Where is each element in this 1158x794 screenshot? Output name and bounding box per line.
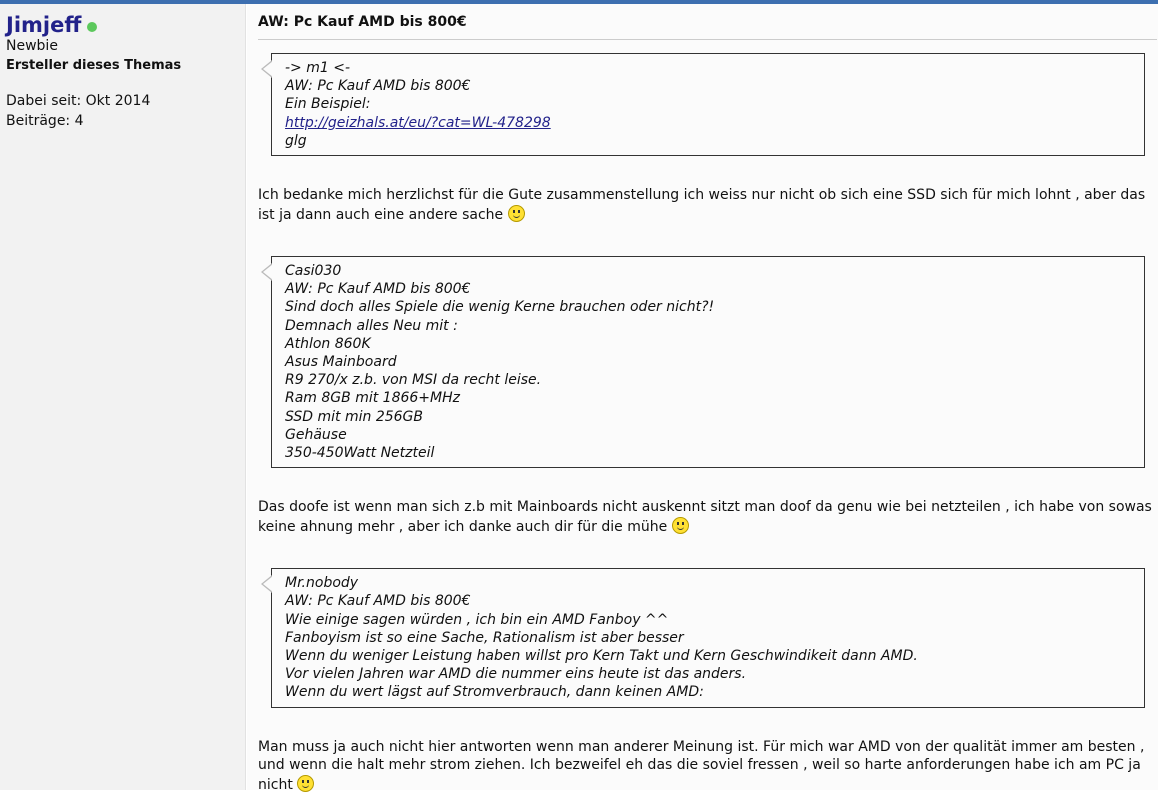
quote-line — [285, 114, 1131, 132]
user-rank: Newbie — [6, 38, 58, 54]
username-link[interactable]: Jimjeff — [6, 13, 82, 37]
username-row — [6, 12, 239, 38]
smiley-icon — [508, 205, 525, 222]
quote-line: Gehäuse — [285, 426, 347, 443]
post-title: AW: Pc Kauf AMD bis 800€ — [258, 12, 1157, 40]
quote-line: SSD mit min 256GB — [285, 408, 423, 425]
post-paragraph — [258, 186, 1153, 224]
quote-line: Wenn du weniger Leistung haben willst pro Kern Takt und Kern Geschwindikeit dann AMD. — [285, 648, 918, 665]
quote-author: Casi030 — [285, 263, 342, 280]
quote-author: -> m1 <- — [285, 60, 351, 76]
paragraph-text: Man muss ja auch nicht hier antworten wenn man anderer Meinung ist. Für mich war AMD von der qualität immer am besten , und wenn die halt mehr strom ziehen. Ich bezweifel eh das die soviel fressen , weil so harte anforderungen habe ich am PC ja nicht — [258, 738, 1145, 793]
quote-line: Fanboyism ist so eine Sache, Rationalism ist aber besser — [285, 629, 684, 646]
quote-line: AW: Pc Kauf AMD bis 800€ — [285, 78, 471, 95]
quote-line: Ram 8GB mit 1866+MHz — [285, 390, 460, 407]
quote-line: Sind doch alles Spiele die wenig Kerne brauchen oder nicht?! — [285, 299, 715, 316]
quote-link[interactable]: http://geizhals.at/eu/?cat=WL-478298 — [285, 114, 551, 131]
quote-line: Wie einige sagen würden , ich bin ein AMD Fanboy ^^ — [285, 611, 669, 628]
quote-line: 350-450Watt Netzteil — [285, 445, 435, 462]
quote-author: Mr.nobody — [285, 575, 359, 592]
quote-line: Wenn du wert lägst auf Stromverbrauch, dann keinen AMD: — [285, 684, 704, 701]
join-date: Dabei seit: Okt 2014 — [6, 93, 151, 109]
smiley-icon — [297, 775, 314, 792]
quote-line: R9 270/x z.b. von MSI da recht leise. — [285, 372, 542, 389]
smiley-icon — [672, 517, 689, 534]
quote-box — [271, 53, 1145, 156]
quote-line: glg — [285, 132, 307, 149]
paragraph-text: Ich bedanke mich herzlichst für die Gute zusammenstellung ich weiss nur nicht ob sich eine SSD sich für mich lohnt , aber das ist ja dann auch eine andere sache — [258, 187, 1146, 223]
paragraph-text: Das doofe ist wenn man sich z.b mit Mainboards nicht auskennt sitzt man doof da genu wie bei netzteilen , ich habe von sowas keine ahnung mehr , aber ich danke auch dir für die mühe — [258, 499, 1152, 535]
quote-line: Asus Mainboard — [285, 354, 397, 371]
quote-line: AW: Pc Kauf AMD bis 800€ — [285, 281, 471, 298]
post-paragraph — [258, 738, 1153, 794]
quote-box — [271, 568, 1145, 707]
quote-line: Vor vielen Jahren war AMD die nummer eins heute ist das anders. — [285, 666, 747, 683]
quote-line: Ein Beispiel: — [285, 96, 371, 113]
online-status-icon — [87, 22, 97, 32]
post-body — [247, 4, 1158, 793]
quote-line: Athlon 860K — [285, 335, 371, 352]
quote-box — [271, 256, 1145, 468]
quote-line: AW: Pc Kauf AMD bis 800€ — [285, 593, 471, 610]
post-paragraph — [258, 498, 1153, 536]
thread-starter-label: Ersteller dieses Themas — [6, 58, 182, 73]
quote-line: Demnach alles Neu mit : — [285, 317, 458, 334]
post-count: Beiträge: 4 — [6, 113, 84, 129]
user-sidebar — [0, 4, 246, 790]
